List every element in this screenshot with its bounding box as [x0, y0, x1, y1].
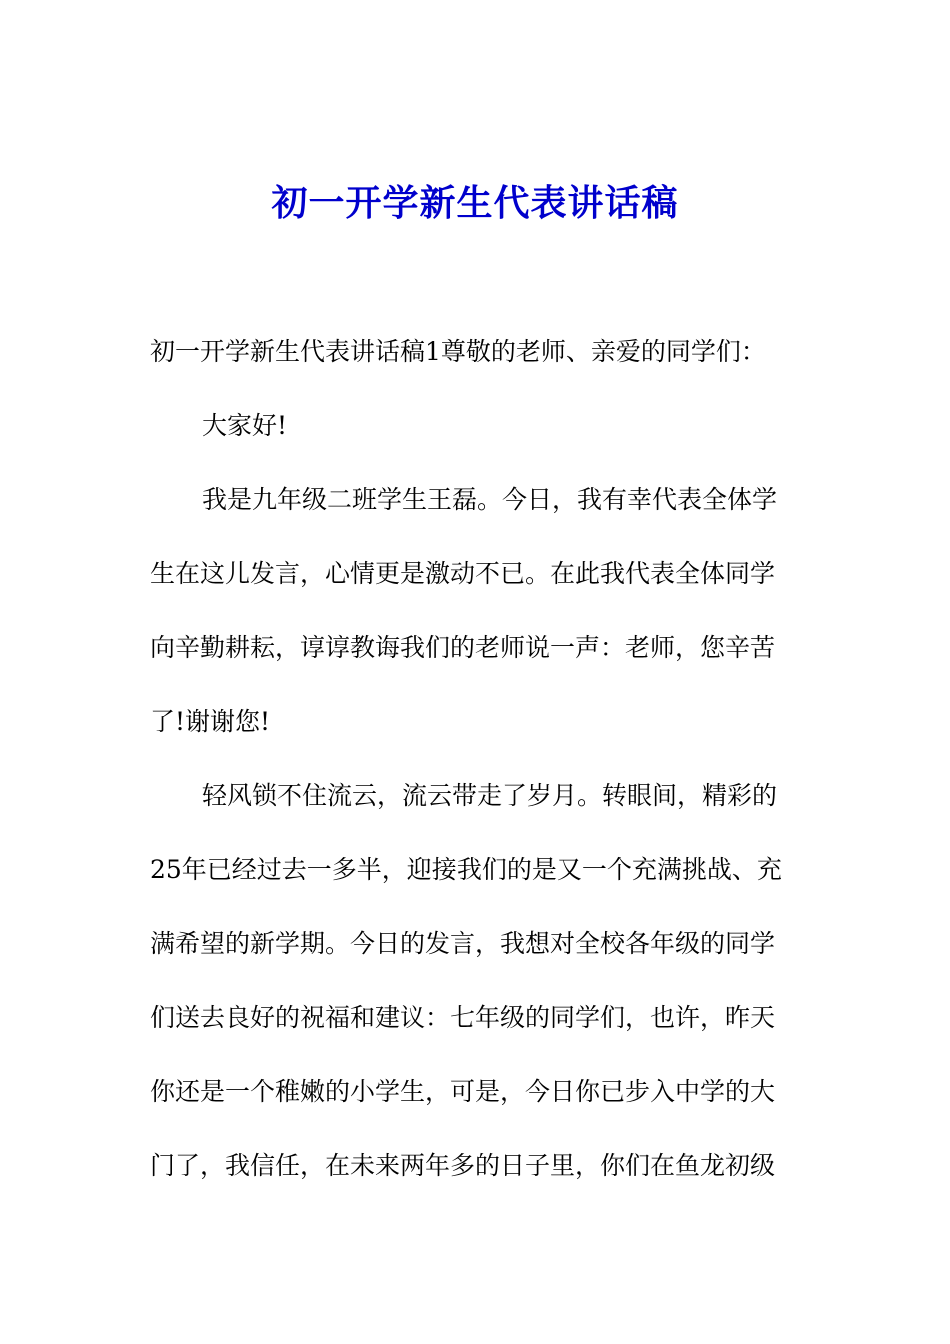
paragraph-line: 初一开学新生代表讲话稿1尊敬的老师、亲爱的同学们： [150, 337, 766, 366]
paragraph-line: 满希望的新学期。今日的发言，我想对全校各年级的同学 [150, 929, 776, 958]
paragraph-line: 25年已经过去一多半，迎接我们的是又一个充满挑战、充 [150, 855, 782, 884]
paragraph-line: 我是九年级二班学生王磊。今日，我有幸代表全体学 [202, 485, 778, 514]
paragraph-line: 你还是一个稚嫩的小学生，可是，今日你已步入中学的大 [150, 1077, 776, 1106]
paragraph-line: 门了，我信任，在未来两年多的日子里，你们在鱼龙初级 [150, 1151, 776, 1180]
paragraph-line: 生在这儿发言，心情更是激动不已。在此我代表全体同学 [150, 559, 776, 588]
paragraph-line: 了!谢谢您! [150, 707, 271, 736]
paragraph-line: 们送去良好的祝福和建议：七年级的同学们，也许，昨天 [150, 1003, 776, 1032]
paragraph-line: 向辛勤耕耘，谆谆教诲我们的老师说一声：老师，您辛苦 [150, 633, 776, 662]
paragraph-line: 大家好! [202, 411, 288, 440]
paragraph-line: 轻风锁不住流云，流云带走了岁月。转眼间，精彩的 [202, 781, 778, 810]
document-title: 初一开学新生代表讲话稿 [271, 182, 679, 224]
